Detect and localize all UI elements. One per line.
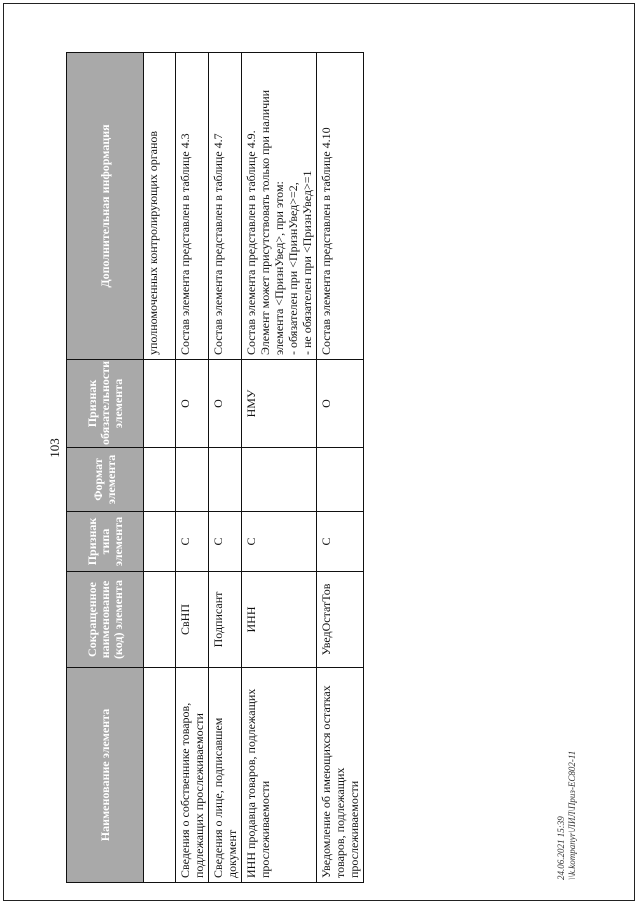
table-row bbox=[242, 53, 317, 883]
cell-required: НМУ bbox=[242, 360, 317, 448]
cell-format bbox=[209, 448, 242, 512]
header-additional-info: Дополнительная информация bbox=[67, 53, 144, 360]
info-line: Элемент может присутствовать только при наличии элемента <ПризнУвед>, при этом: bbox=[258, 89, 286, 355]
cell-format bbox=[242, 448, 317, 512]
cell-required: О bbox=[176, 360, 209, 448]
cell-type bbox=[144, 512, 176, 572]
cell-code bbox=[144, 572, 176, 668]
cell-info bbox=[242, 53, 317, 360]
cell-required: О bbox=[317, 360, 364, 448]
info-line: - обязателен при <ПризнУвед>=2, bbox=[286, 182, 300, 355]
page-number: 103 bbox=[47, 438, 62, 458]
cell-info: Состав элемента представлен в таблице 4.3 bbox=[176, 53, 209, 360]
cell-format bbox=[176, 448, 209, 512]
cell-format bbox=[144, 448, 176, 512]
cell-info: уполномоченных контролирующих органов bbox=[144, 53, 176, 360]
header-element-format: Формат элемента bbox=[67, 448, 144, 512]
cell-required: О bbox=[209, 360, 242, 448]
table-row bbox=[176, 53, 209, 883]
cell-code: Подписант bbox=[209, 572, 242, 668]
cell-name: Сведения о собственнике товаров, подлежащих прослеживаемости bbox=[176, 668, 209, 883]
header-element-code: Сокращенное наименование (код) элемента bbox=[67, 572, 144, 668]
table-header-row bbox=[67, 53, 144, 883]
cell-name: Сведения о лице, подписавшем документ bbox=[209, 668, 242, 883]
cell-type: С bbox=[209, 512, 242, 572]
table-row bbox=[209, 53, 242, 883]
elements-table bbox=[66, 52, 364, 883]
info-line: - не обязателен при <ПризнУвед>=1 bbox=[300, 170, 314, 355]
footer-stamp-path: \\k.kompanyr\ЛИЛ\Приз-ЕС802-11 bbox=[567, 750, 577, 880]
footer-stamp bbox=[556, 751, 578, 880]
cell-name: Уведомление об имеющихся остатках товаров, подлежащих прослеживаемости bbox=[317, 668, 364, 883]
cell-info: Состав элемента представлен в таблице 4.7 bbox=[209, 53, 242, 360]
header-element-name: Наименование элемента bbox=[67, 668, 144, 883]
cell-type: С bbox=[176, 512, 209, 572]
cell-type: С bbox=[317, 512, 364, 572]
cell-format bbox=[317, 448, 364, 512]
cell-code: СвНП bbox=[176, 572, 209, 668]
header-element-required: Признак обязательности элемента bbox=[67, 360, 144, 448]
footer-stamp-date: 24.06.2021 15:39 bbox=[556, 816, 566, 880]
table-row bbox=[317, 53, 364, 883]
table-row-continuation bbox=[144, 53, 176, 883]
cell-type: С bbox=[242, 512, 317, 572]
cell-name: ИНН продавца товаров, подлежащих прослеживаемости bbox=[242, 668, 317, 883]
cell-code: УведОстатТов bbox=[317, 572, 364, 668]
cell-required bbox=[144, 360, 176, 448]
info-line: Состав элемента представлен в таблице 4.9. bbox=[244, 130, 258, 355]
cell-code: ИНН bbox=[242, 572, 317, 668]
rotated-table-wrapper bbox=[66, 53, 361, 883]
header-element-type: Признак типа элемента bbox=[67, 512, 144, 572]
cell-name bbox=[144, 668, 176, 883]
cell-info: Состав элемента представлен в таблице 4.10 bbox=[317, 53, 364, 360]
